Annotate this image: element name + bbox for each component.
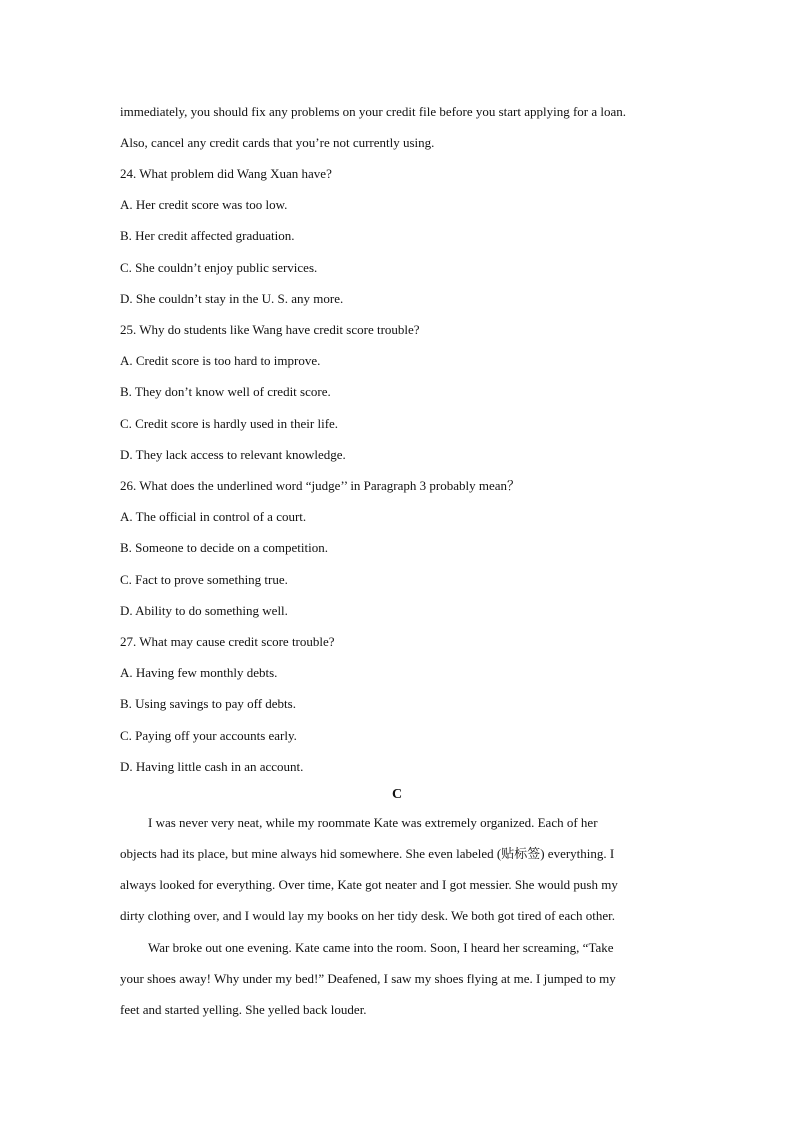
- question-25-stem: 25. Why do students like Wang have credit score trouble?: [120, 322, 420, 337]
- question-27-option-a: A. Having few monthly debts.: [120, 665, 278, 680]
- question-26-option-d: D. Ability to do something well.: [120, 603, 288, 618]
- question-24-option-b: B. Her credit affected graduation.: [120, 228, 295, 243]
- question-25-option-a: A. Credit score is too hard to improve.: [120, 353, 321, 368]
- question-26-option-a: A. The official in control of a court.: [120, 509, 307, 524]
- question-27-option-b: B. Using savings to pay off debts.: [120, 696, 296, 711]
- question-26-option-c: C. Fact to prove something true.: [120, 572, 288, 587]
- question-25-option-d: D. They lack access to relevant knowledge.: [120, 447, 346, 462]
- question-27-stem: 27. What may cause credit score trouble?: [120, 634, 335, 649]
- question-24-option-d: D. She couldn’t stay in the U. S. any more.: [120, 291, 344, 306]
- section-c-paragraph-line: feet and started yelling. She yelled back louder.: [120, 1002, 367, 1017]
- question-26-stem: 26. What does the underlined word “judge’’ in Paragraph 3 probably mean？: [120, 478, 520, 493]
- question-24-option-a: A. Her credit score was too low.: [120, 197, 288, 212]
- section-c-paragraph-line: objects had its place, but mine always hid somewhere. She even labeled (贴标签) everything. I: [120, 846, 615, 861]
- section-c-paragraph-line: dirty clothing over, and I would lay my books on her tidy desk. We both got tired of each other.: [120, 908, 615, 923]
- section-c-heading: C: [391, 787, 403, 802]
- question-25-option-b: B. They don’t know well of credit score.: [120, 384, 331, 399]
- question-26-option-b: B. Someone to decide on a competition.: [120, 540, 328, 555]
- passage-b-line: Also, cancel any credit cards that you’re not currently using.: [120, 135, 435, 150]
- section-c-paragraph-line: I was never very neat, while my roommate Kate was extremely organized. Each of her: [148, 815, 598, 830]
- section-c-paragraph-line: War broke out one evening. Kate came into the room. Soon, I heard her screaming, “Take: [148, 940, 614, 955]
- section-c-paragraph-line: always looked for everything. Over time, Kate got neater and I got messier. She would push my: [120, 877, 618, 892]
- question-24-option-c: C. She couldn’t enjoy public services.: [120, 260, 318, 275]
- passage-b-line: immediately, you should fix any problems on your credit file before you start applying for a loan.: [120, 104, 627, 119]
- question-27-option-c: C. Paying off your accounts early.: [120, 728, 297, 743]
- question-24-stem: 24. What problem did Wang Xuan have?: [120, 166, 332, 181]
- question-25-option-c: C. Credit score is hardly used in their life.: [120, 416, 339, 431]
- section-c-paragraph-line: your shoes away! Why under my bed!” Deafened, I saw my shoes flying at me. I jumped to my: [120, 971, 616, 986]
- question-27-option-d: D. Having little cash in an account.: [120, 759, 304, 774]
